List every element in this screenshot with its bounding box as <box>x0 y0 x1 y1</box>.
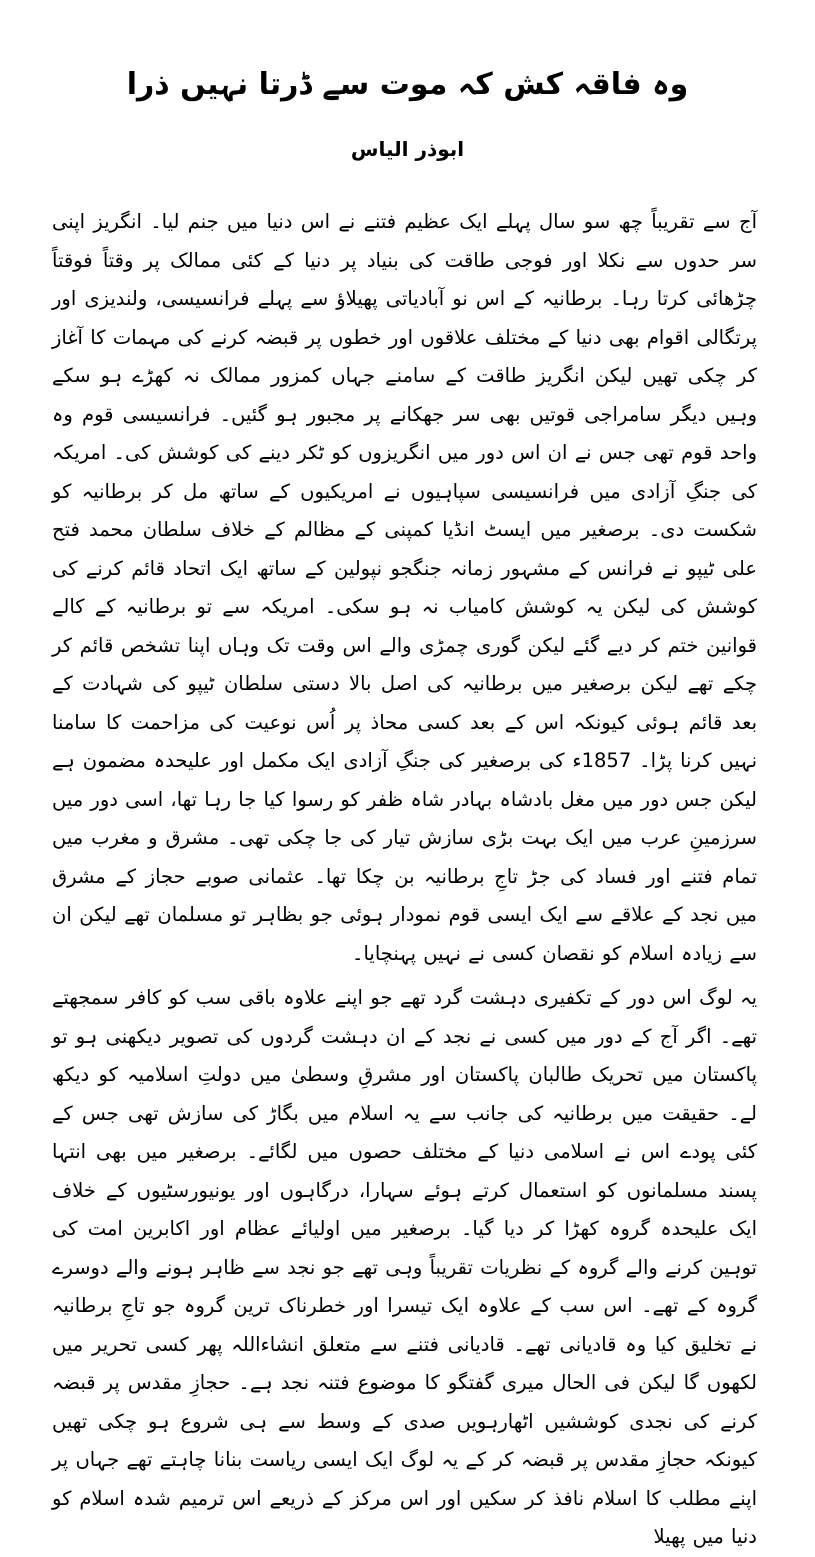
page-title: وہ فاقہ کش کہ موت سے ڈرتا نہیں ذرا <box>126 67 689 102</box>
article-body <box>0 203 815 1557</box>
author-byline: ابوذر الیاس <box>350 137 465 161</box>
body-paragraph-2: یہ لوگ اس دور کے تکفیری دہشت گرد تھے جو اپنے علاوہ باقی سب کو کافر سمجھتے تھے۔ اگر آج کے دور میں کسی نے نجد کے ان دہشت گردوں کی تصویر دیکھنی ہو تو پاکستان میں تحریک طالبان پاکستان اور مشرقِ وسطیٰ میں دولتِ اسلامیہ کو دیکھ لے۔ حقیقت میں برطانیہ کی جانب سے یہ اسلام میں بگاڑ کی سازش تھی جس کے کئی پودے اس نے اسلامی دنیا کے مختلف حصوں میں لگائے۔ برصغیر میں بھی انتہا پسند مسلمانوں کو استعمال کرتے ہوئے سہارا، درگاہوں اور یونیورسٹیوں کے خلاف ایک علیحدہ گروہ کھڑا کر دیا گیا۔ برصغیر میں اولیائے عظام اور اکابرین امت کی توہین کرنے والے گروہ کے نظریات تقریباً وہی تھے جو نجد سے ظاہر ہونے والے دوسرے گروہ کے تھے۔ اس سب کے علاوہ ایک تیسرا اور خطرناک ترین گروہ جو تاجِ برطانیہ نے تخلیق کیا وہ قادیانی تھے۔ قادیانی فتنے سے متعلق انشاءاللہ پھر کسی تحریر میں لکھوں گا لیکن فی الحال میری گفتگو کا موضوع فتنہ نجد ہے۔ حجازِ مقدس پر قبضہ کرنے کی نجدی کوششیں اٹھارہویں صدی کے وسط سے ہی شروع ہو چکی تھیں کیونکہ حجازِ مقدس پر قبضہ کر کے یہ لوگ ایک ایسی ریاست بنانا چاہتے تھے جہاں پر اپنے مطلب کا اسلام نافذ کر سکیں اور اس مرکز کے ذریعے اس ترمیم شدہ اسلام کو دنیا میں پھیلا <box>52 986 757 1548</box>
body-paragraph-1: آج سے تقریباً چھ سو سال پہلے ایک عظیم فتنے نے اس دنیا میں جنم لیا۔ انگریز اپنی سر حدوں سے نکلا اور فوجی طاقت کی بنیاد پر دنیا کے کئی ممالک پر وقتاً فوقتاً چڑھائی کرتا رہا۔ برطانیہ کے اس نو آبادیاتی پھیلاؤ سے پہلے فرانسیسی، ولندیزی اور پرتگالی اقوام بھی دنیا کے مختلف علاقوں اور خطوں پر قبضہ کرنے کی مہمات کا آغاز کر چکی تھیں لیکن انگریز طاقت کے سامنے جہاں کمزور ممالک نہ کھڑے ہو سکے وہیں دیگر سامراجی قوتیں بھی سر جھکانے پر مجبور ہو گئیں۔ فرانسیسی قوم وہ واحد قوم تھی جس نے ان اس دور میں انگریزوں کو ٹکر دینے کی کوشش کی۔ امریکہ کی جنگِ آزادی میں فرانسیسی سپاہیوں نے امریکیوں کے ساتھ مل کر برطانیہ کو شکست دی۔ برصغیر میں ایسٹ انڈیا کمپنی کے مظالم کے خلاف سلطان محمد فتح علی ٹیپو نے فرانس کے مشہور زمانہ جنگجو نپولین کے ساتھ ایک اتحاد قائم کرنے کی کوشش کی لیکن یہ کوشش کامیاب نہ ہو سکی۔ امریکہ سے تو برطانیہ کے کالے قوانین ختم کر دیے گئے لیکن گوری چمڑی والے اس وقت تک وہاں اپنا تشخص قائم کر چکے تھے لیکن برصغیر میں برطانیہ کی اصل بالا دستی سلطان ٹیپو کی شہادت کے بعد قائم ہوئی کیونکہ اس کے بعد کسی محاذ پر اُس نوعیت کی مزاحمت کا سامنا نہیں کرنا پڑا۔ 1857ء کی برصغیر کی جنگِ آزادی ایک مکمل اور علیحدہ مضمون ہے لیکن جس دور میں مغل بادشاہ بہادر شاہ ظفر کو رسوا کیا جا رہا تھا، اسی دور میں سرزمینِ عرب میں ایک بہت بڑی سازش تیار کی جا چکی تھی۔ مشرق و مغرب میں تمام فتنے اور فساد کی جڑ تاجِ برطانیہ بن چکا تھا۔ عثمانی صوبے حجاز کے مشرق میں نجد کے علاقے سے ایک ایسی قوم نمودار ہوئی جو بظاہر تو مسلمان تھے لیکن ان سے زیادہ اسلام کو نقصان کسی نے نہیں پہنچایا۔ <box>52 210 757 965</box>
author-block <box>0 135 815 163</box>
title-block <box>0 0 815 107</box>
